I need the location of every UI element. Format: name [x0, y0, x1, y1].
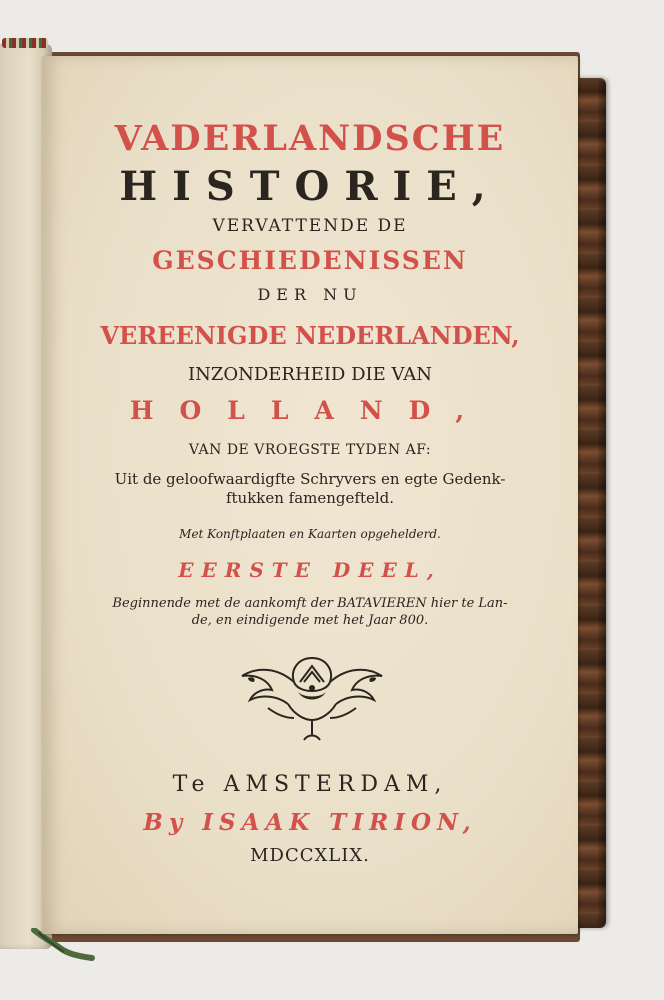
- sources-line-2: ftukken famengefteld.: [225, 489, 395, 507]
- subtitle-vroegste-tyden: VAN DE VROEGSTE TYDEN AF:: [188, 442, 432, 458]
- imprint-place: Te AMSTERDAM,: [172, 772, 448, 797]
- volume-scope-line-1: Beginnende met de aankomft der BATAVIEREN hier te Lan-: [112, 596, 508, 611]
- subtitle-der-nu: DER NU: [257, 285, 363, 304]
- headband: [2, 38, 48, 48]
- illustrations-note: Met Konftplaaten en Kaarten opgehelderd.: [179, 527, 441, 541]
- title-page: [42, 56, 578, 934]
- volume-label: EERSTE DEEL,: [178, 558, 442, 582]
- fleuron-ornament-icon: [228, 648, 396, 746]
- subtitle-holland: HOLLAND,: [129, 396, 491, 425]
- title-line-historie: HISTORIE,: [119, 163, 501, 210]
- subtitle-geschiedenissen: GESCHIEDENISSEN: [152, 246, 468, 275]
- imprint-year: MDCCXLIX.: [250, 845, 370, 866]
- title-line-vaderlandsche: VADERLANDSCHE: [114, 118, 506, 159]
- subtitle-inzonderheid: INZONDERHEID DIE VAN: [187, 364, 433, 385]
- imprint-publisher: By ISAAK TIRION,: [143, 809, 477, 836]
- volume-scope-line-2: de, en eindigende met het Jaar 800.: [191, 613, 429, 628]
- title-page-text: [42, 56, 578, 934]
- subtitle-vervattende: VERVATTENDE DE: [212, 216, 408, 236]
- sources-line-1: Uit de geloofwaardigfte Schryvers en egte Gedenk-: [114, 470, 506, 488]
- spine-shadow: [598, 80, 606, 926]
- subtitle-vereenigde-nederlanden: VEREENIGDE NEDERLANDEN,: [100, 321, 520, 350]
